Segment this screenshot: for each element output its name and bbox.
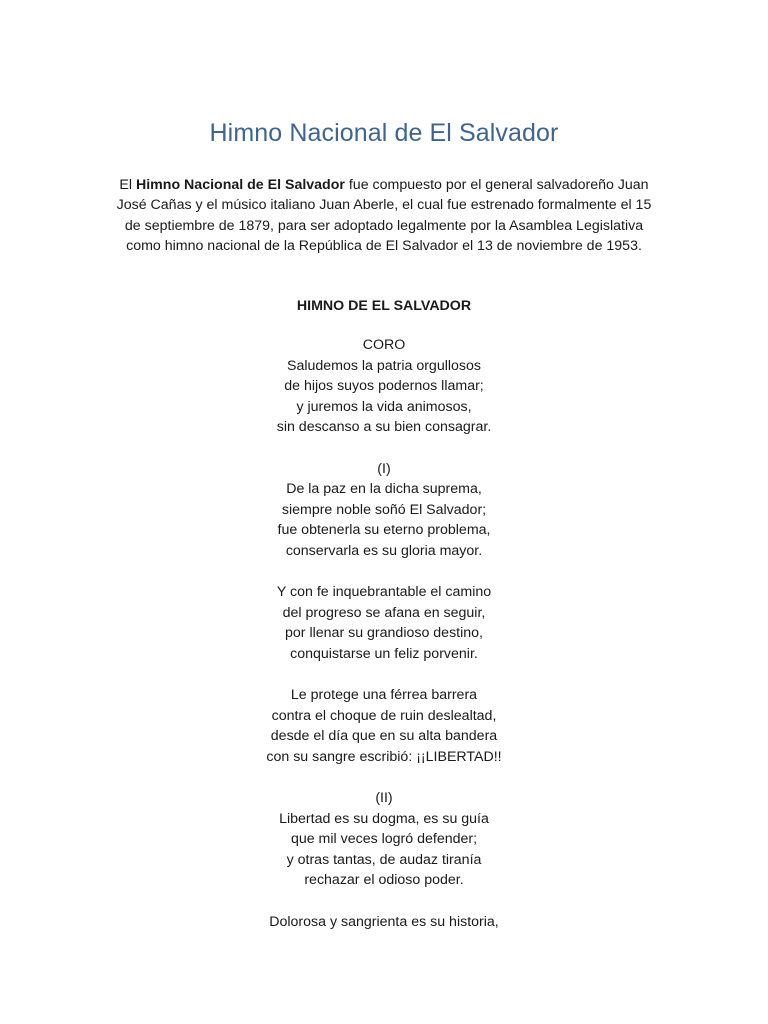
intro-text: fue compuesto por el general salvadoreño Juan José Cañas y el músico italiano Juan Aberle, el cual fue estrenado formalmente el 15 de septiembre de 1879, para ser adoptado legalmente por la Asamblea Legislativa como himno nacional de la República de El Salvador el 13 de noviembre de 1953. bbox=[116, 177, 652, 255]
stanza-2 bbox=[0, 582, 768, 664]
stanza-line: rechazar el odioso poder. bbox=[304, 872, 464, 889]
stanza-line: conservarla es su gloria mayor. bbox=[285, 542, 483, 559]
stanza-line: fue obtenerla su eterno problema, bbox=[277, 522, 491, 539]
stanza-line: sin descanso a su bien consagrar. bbox=[276, 419, 492, 436]
stanza-line: Saludemos la patria orgullosos bbox=[286, 357, 481, 374]
stanza-line: (I) bbox=[377, 460, 391, 477]
stanza-1 bbox=[0, 459, 768, 562]
stanza-line: Y con fe inquebrantable el camino bbox=[276, 584, 492, 601]
page-title: Himno Nacional de El Salvador bbox=[209, 119, 559, 147]
stanza-5 bbox=[0, 912, 768, 933]
intro-bold-name: Himno Nacional de El Salvador bbox=[135, 177, 345, 193]
stanza-line: del progreso se afana en seguir, bbox=[282, 604, 486, 621]
stanza-line: CORO bbox=[362, 337, 406, 353]
stanza-line: Libertad es su dogma, es su guía bbox=[279, 810, 489, 827]
stanza-line: De la paz en la dicha suprema, bbox=[286, 481, 482, 498]
stanza-line: contra el choque de ruin deslealtad, bbox=[271, 707, 497, 724]
stanza-line: Le protege una férrea barrera bbox=[290, 687, 478, 704]
hymn-title: HIMNO DE EL SALVADOR bbox=[296, 298, 472, 314]
stanza-line: Dolorosa y sangrienta es su historia, bbox=[269, 913, 499, 930]
stanza-line: y otras tantas, de audaz tiranía bbox=[286, 851, 482, 868]
stanza-line: desde el día que en su alta bandera bbox=[270, 728, 498, 745]
stanza-line: y juremos la vida animosos, bbox=[296, 398, 472, 415]
stanza-3 bbox=[0, 685, 768, 767]
stanza-line: siempre noble soñó El Salvador; bbox=[281, 501, 487, 518]
stanza-line: con su sangre escribió: ¡¡LIBERTAD!! bbox=[266, 748, 502, 765]
stanza-line: que mil veces logró defender; bbox=[290, 831, 478, 848]
intro-paragraph bbox=[110, 175, 658, 257]
intro-prefix: El bbox=[119, 177, 136, 193]
stanza-coro bbox=[0, 335, 768, 438]
stanza-line: por llenar su grandioso destino, bbox=[285, 625, 483, 642]
stanza-line: de hijos suyos podernos llamar; bbox=[284, 378, 484, 395]
stanza-line: conquistarse un feliz porvenir. bbox=[290, 645, 478, 662]
stanza-4 bbox=[0, 788, 768, 891]
stanza-line: (II) bbox=[375, 790, 393, 807]
lyrics bbox=[0, 335, 768, 953]
